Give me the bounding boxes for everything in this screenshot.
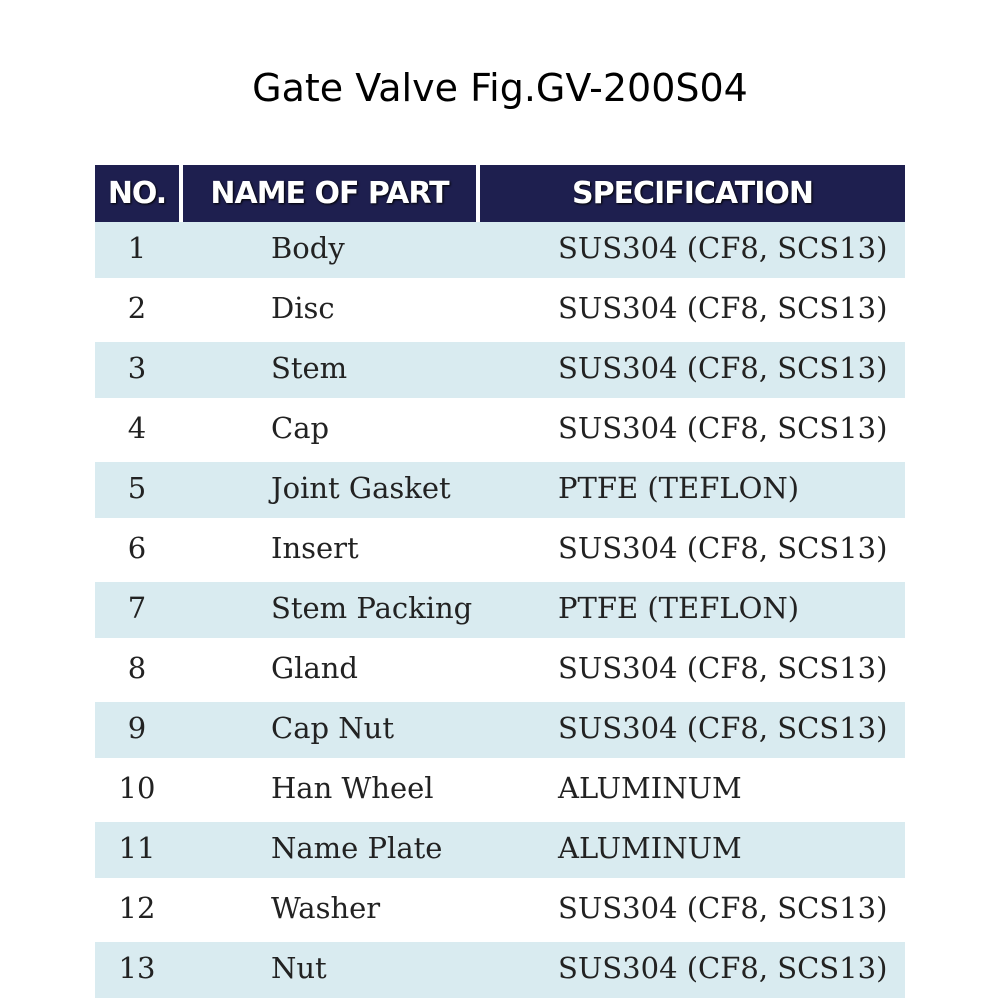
table-row [95, 522, 905, 582]
cell-name-of-part: Joint Gasket [183, 462, 480, 522]
column-header-no: NO. [95, 165, 183, 222]
cell-no: 6 [95, 522, 183, 582]
table-row [95, 582, 905, 642]
cell-specification: PTFE (TEFLON) [480, 462, 905, 522]
cell-specification: SUS304 (CF8, SCS13) [480, 282, 905, 342]
cell-name-of-part: Washer [183, 882, 480, 942]
table-row [95, 462, 905, 522]
cell-no: 8 [95, 642, 183, 702]
cell-name-of-part: Name Plate [183, 822, 480, 882]
table-header-row [95, 165, 905, 222]
cell-no: 1 [95, 222, 183, 282]
cell-specification: ALUMINUM [480, 762, 905, 822]
cell-no: 2 [95, 282, 183, 342]
table-row [95, 642, 905, 702]
cell-specification: SUS304 (CF8, SCS13) [480, 702, 905, 762]
cell-specification: SUS304 (CF8, SCS13) [480, 942, 905, 1000]
cell-no: 12 [95, 882, 183, 942]
table-row [95, 942, 905, 1000]
cell-no: 11 [95, 822, 183, 882]
cell-specification: SUS304 (CF8, SCS13) [480, 342, 905, 402]
table-row [95, 882, 905, 942]
cell-specification: SUS304 (CF8, SCS13) [480, 402, 905, 462]
cell-specification: PTFE (TEFLON) [480, 582, 905, 642]
cell-name-of-part: Nut [183, 942, 480, 1000]
column-header-name-of-part: NAME OF PART [183, 165, 480, 222]
cell-name-of-part: Cap Nut [183, 702, 480, 762]
cell-name-of-part: Han Wheel [183, 762, 480, 822]
table-header [95, 165, 905, 222]
cell-name-of-part: Gland [183, 642, 480, 702]
cell-specification: ALUMINUM [480, 822, 905, 882]
column-header-specification: SPECIFICATION [480, 165, 905, 222]
table-row [95, 342, 905, 402]
parts-table [95, 165, 905, 1000]
table-row [95, 822, 905, 882]
table-row [95, 402, 905, 462]
cell-no: 9 [95, 702, 183, 762]
cell-name-of-part: Stem Packing [183, 582, 480, 642]
cell-name-of-part: Insert [183, 522, 480, 582]
page-title: Gate Valve Fig.GV-200S04 [252, 66, 748, 110]
cell-no: 13 [95, 942, 183, 1000]
cell-name-of-part: Disc [183, 282, 480, 342]
table-row [95, 762, 905, 822]
cell-name-of-part: Body [183, 222, 480, 282]
cell-no: 10 [95, 762, 183, 822]
table-body [95, 222, 905, 1000]
cell-no: 4 [95, 402, 183, 462]
cell-no: 5 [95, 462, 183, 522]
cell-no: 3 [95, 342, 183, 402]
cell-specification: SUS304 (CF8, SCS13) [480, 522, 905, 582]
cell-name-of-part: Cap [183, 402, 480, 462]
cell-specification: SUS304 (CF8, SCS13) [480, 222, 905, 282]
cell-specification: SUS304 (CF8, SCS13) [480, 642, 905, 702]
table-row [95, 222, 905, 282]
cell-name-of-part: Stem [183, 342, 480, 402]
table-row [95, 282, 905, 342]
cell-specification: SUS304 (CF8, SCS13) [480, 882, 905, 942]
cell-no: 7 [95, 582, 183, 642]
table-row [95, 702, 905, 762]
